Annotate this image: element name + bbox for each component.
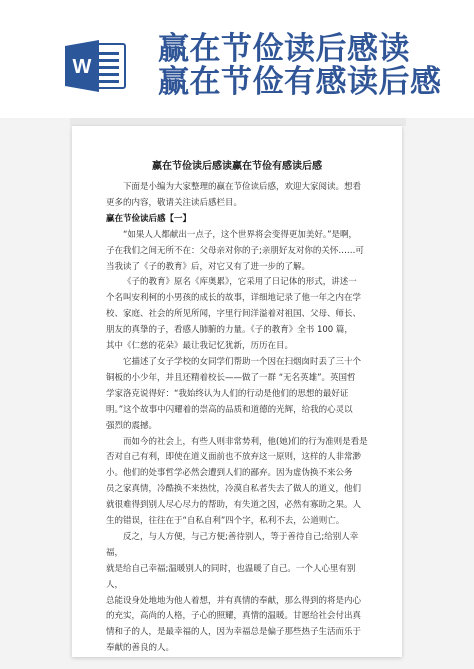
word-logo-icon bbox=[65, 40, 127, 92]
paragraph: 反之，与人方便，与己方便;善待别人，等于善待自己;给别人幸福， 就是给自己幸福;温暖别人的同时，也温暖了自己。一个人心里有别人， 总能设身处地地为他人着想，并有真情的奉献，那么得到的将是内心 的充实，高尚的人格，子心的照耀，真情的温暖。甘愿给社会付出真 情和子的人，是最幸福的人，因为幸福总是偏子那些热子生活而乐于 奉献的善良的人。 bbox=[106, 531, 362, 654]
paragraph: 《子的教育》原名《库奥累》，它采用了日记体的形式，讲述一 个名叫安利柯的小男孩的成长的故事，详细地记录了他一年之内在学 校、家庭、社会的所见所闻，字里行间洋溢着对祖国、父母、师长、 朋友的真挚的子，看感人肺腑的力量。《子的教育》全书 100 篇， 其中《仁慈的花朵》最让我记忆犹新，历历在目。 bbox=[106, 277, 362, 352]
page-stack-shadow bbox=[70, 118, 406, 126]
document-body bbox=[106, 180, 372, 657]
banner-title-line-1: 赢在节俭读后感读 bbox=[158, 31, 410, 67]
document-page bbox=[72, 126, 402, 657]
paragraph: 它描述了女子学校的女同学们帮助一个因在扫烟囱时丢了三十个 铜板的小少年，并且还精着校长——做了一群 “无名英雄”。英国哲 学家洛克说得好：“我始终认为人们的行动是他们的思想的最好证 明。”这个故事中闪耀着的崇高的品质和道德的光辉，给我的心灵以 强烈的震撼。 bbox=[106, 356, 362, 431]
header-banner bbox=[0, 0, 474, 118]
logo-letter: W bbox=[72, 56, 92, 78]
paragraph: “如果人人都献出一点子，这个世界将会变得更加美好。”是啊， 子在我们之间无所不在：父母亲对你的子;亲朋好友对你的关怀……可 当我读了《子的教育》后，对它又有了进一步的了解。 bbox=[106, 229, 364, 272]
paragraph-intro: 下面是小编为大家整理的赢在节俭读后感，欢迎大家阅读。想看 更多的内容，敬请关注读后感栏目。 bbox=[106, 182, 362, 208]
section-heading: 赢在节俭读后感【一】 bbox=[106, 213, 192, 224]
document-title: 赢在节俭读后感读赢在节俭有感读后感 bbox=[152, 161, 322, 172]
paragraph: 而如今的社会上，有些人则非常势利，他(她)们的行为准则是看是 否对自己有利，即使在道义面前也不放弃这一原则，这样的人非常渺 小。他们的处事哲学必然会遭到人们的鄙弃。因为虚伪换不来公务 员之家真情，冷酷换不来热忱，冷漠自私者失去了做人的道义，他们 就很难得到别人尽心尽力的帮助，有失道之因，必然有寡助之果。人 生的错误，往往在于“自私自利”四个字，私利不去，公道则亡。 bbox=[106, 436, 368, 527]
banner-title-line-2: 赢在节俭有感读后感 bbox=[158, 64, 442, 100]
